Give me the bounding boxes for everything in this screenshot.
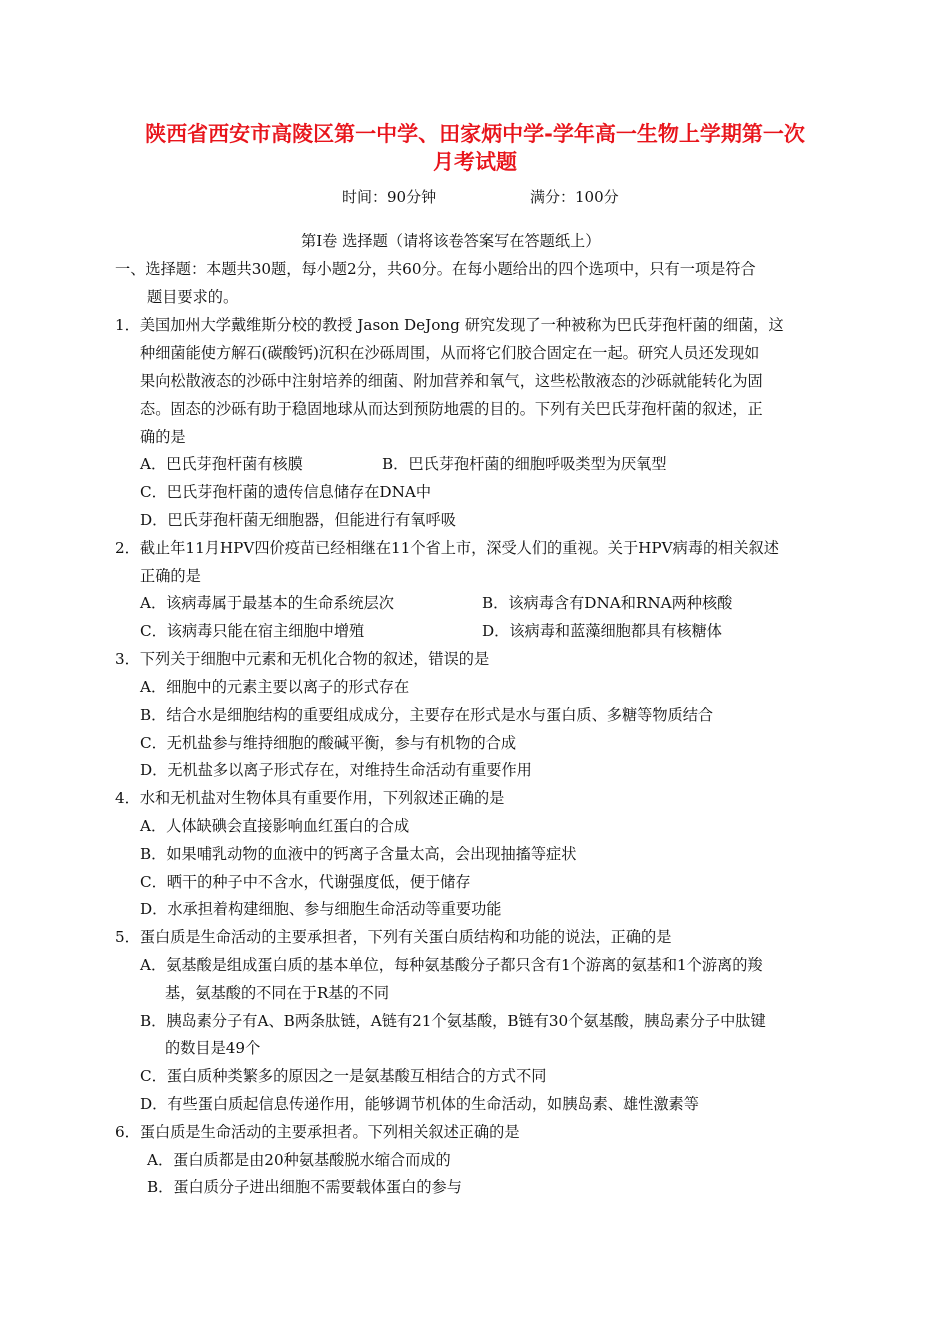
option-a: A．人体缺碘会直接影响血红蛋白的合成: [140, 817, 410, 835]
question-stem: 4．水和无机盐对生物体具有重要作用，下列叙述正确的是: [115, 789, 505, 807]
option-a-continued: 基，氨基酸的不同在于R基的不同: [165, 984, 390, 1002]
question-stem: 确的是: [140, 428, 186, 446]
question-stem: 种细菌能使方解石(碳酸钙)沉积在沙砾周围，从而将它们胶合固定在一起。研究人员还发现如: [140, 344, 760, 362]
question-stem: 正确的是: [140, 567, 201, 585]
option-a: A．巴氏芽孢杆菌有核膜: [140, 455, 303, 473]
option-b-continued: 的数目是49个: [165, 1039, 261, 1057]
option-a: A．细胞中的元素主要以离子的形式存在: [140, 678, 410, 696]
question-stem: 2．截止年11月HPV四价疫苗已经相继在11个省上市，深受人们的重视。关于HPV病毒的相关叙述: [115, 539, 779, 557]
question-stem: 5．蛋白质是生命活动的主要承担者，下列有关蛋白质结构和功能的说法，正确的是: [115, 928, 672, 946]
option-a: A．氨基酸是组成蛋白质的基本单位，每种氨基酸分子都只含有1个游离的氨基和1个游离的羧: [140, 956, 763, 974]
exam-time: 时间：90分钟: [342, 188, 437, 206]
option-d: D．无机盐多以离子形式存在，对维持生命活动有重要作用: [140, 761, 532, 779]
question-stem: 1．美国加州大学戴维斯分校的教授 Jason DeJong 研究发现了一种被称为巴氏芽孢杆菌的细菌，这: [115, 316, 784, 334]
option-b: B．该病毒含有DNA和RNA两种核酸: [482, 594, 733, 612]
option-c: C．无机盐参与维持细胞的酸碱平衡，参与有机物的合成: [140, 734, 517, 752]
option-c: C．蛋白质种类繁多的原因之一是氨基酸互相结合的方式不同: [140, 1067, 547, 1085]
question-stem: 6．蛋白质是生命活动的主要承担者。下列相关叙述正确的是: [115, 1123, 520, 1141]
option-b: B．巴氏芽孢杆菌的细胞呼吸类型为厌氧型: [382, 455, 667, 473]
option-a: A．该病毒属于最基本的生命系统层次: [140, 594, 394, 612]
option-b: B．结合水是细胞结构的重要组成成分，主要存在形式是水与蛋白质、多糖等物质结合: [140, 706, 714, 724]
question-stem: 果向松散液态的沙砾中注射培养的细菌、附加营养和氧气，这些松散液态的沙砾就能转化为固: [140, 372, 763, 390]
question-stem: 态。固态的沙砾有助于稳固地球从而达到预防地震的目的。下列有关巴氏芽孢杆菌的叙述，正: [140, 400, 763, 418]
intro-line-1: 一、选择题：本题共30题，每小题2分，共60分。在每小题给出的四个选项中，只有一项是符合: [115, 260, 756, 278]
option-c: C．巴氏芽孢杆菌的遗传信息储存在DNA中: [140, 483, 432, 501]
option-b: B．胰岛素分子有A、B两条肽链，A链有21个氨基酸，B链有30个氨基酸，胰岛素分子中肽键: [140, 1012, 766, 1030]
option-d: D．巴氏芽孢杆菌无细胞器，但能进行有氧呼吸: [140, 511, 456, 529]
question-stem: 3．下列关于细胞中元素和无机化合物的叙述，错误的是: [115, 650, 490, 668]
exam-score: 满分：100分: [530, 188, 619, 206]
section-title: 第Ⅰ卷 选择题（请将该卷答案写在答题纸上）: [301, 232, 601, 250]
option-b: B．蛋白质分子进出细胞不需要载体蛋白的参与: [147, 1178, 462, 1196]
option-d: D．有些蛋白质起信息传递作用，能够调节机体的生命活动，如胰岛素、雄性激素等: [140, 1095, 699, 1113]
intro-line-2: 题目要求的。: [147, 288, 239, 306]
option-b: B．如果哺乳动物的血液中的钙离子含量太高，会出现抽搐等症状: [140, 845, 577, 863]
page-title: [100, 120, 850, 176]
option-d: D．水承担着构建细胞、参与细胞生命活动等重要功能: [140, 900, 502, 918]
option-a: A．蛋白质都是由20种氨基酸脱水缩合而成的: [147, 1151, 451, 1169]
title-line-2: 月考试题: [433, 150, 517, 174]
title-line-1: 陕西省西安市高陵区第一中学、田家炳中学-学年高一生物上学期第一次: [145, 122, 805, 146]
option-c: C．该病毒只能在宿主细胞中增殖: [140, 622, 365, 640]
option-d: D．该病毒和蓝藻细胞都具有核糖体: [482, 622, 722, 640]
option-c: C．晒干的种子中不含水，代谢强度低，便于储存: [140, 873, 471, 891]
